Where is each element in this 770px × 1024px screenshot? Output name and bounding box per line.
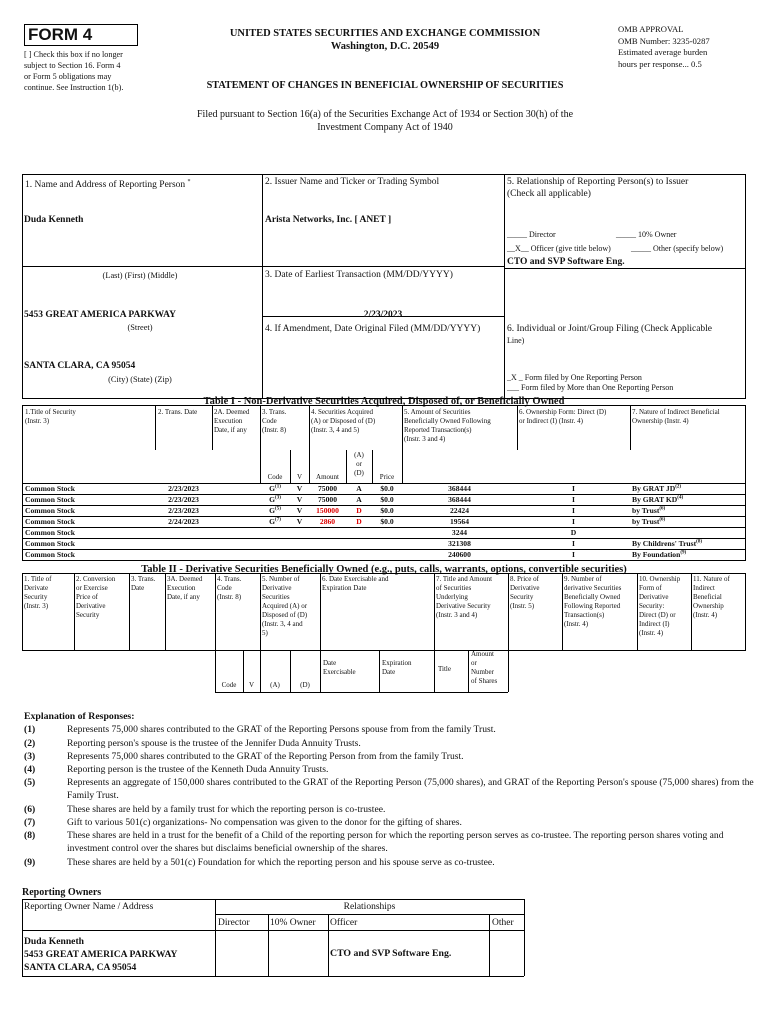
t1-col4-header: 4. Securities Acquired (A) or Disposed of (D) (Instr. 3, 4 and 5) (311, 408, 376, 434)
rule (630, 405, 631, 450)
footnote-ref: (7) (275, 517, 281, 523)
footnote-ref: (4) (677, 495, 684, 501)
other-option: _____ Other (specify below) (631, 244, 724, 253)
t1-sub-code: Code (267, 473, 283, 481)
t2-col6-header: 6. Date Exercisable and Expiration Date (322, 575, 389, 592)
rule (268, 914, 269, 976)
t1-cell-amount: 150000 (316, 506, 339, 515)
t1-cell-security: Common Stock (25, 528, 75, 537)
t1-cell-security: Common Stock (25, 495, 75, 504)
t2-col9-header: 9. Number of derivative Securities Beneficially Owned Following Reported Transaction(s) (Instr. 4) (564, 575, 622, 628)
t1-cell-nature: By Foundation$^{(9)}$ (632, 550, 687, 559)
footnote-ref: (9) (680, 550, 687, 556)
footnote-ref: (8) (696, 539, 702, 545)
t1-cell-v: V (296, 495, 303, 504)
rule (328, 914, 329, 976)
t1-cell-form: D (570, 528, 577, 537)
check-box-note: [ ] Check this box if no longer subject to Section 16. Form 4 or Form 5 obligations may continue. See Instruction 1(b). (24, 50, 124, 92)
rule (489, 914, 490, 976)
t1-cell-date: 2/23/2023 (168, 495, 199, 504)
rule (215, 914, 524, 915)
footnote-ref: (6) (659, 506, 666, 512)
footnote-ref: (1) (275, 484, 281, 490)
footnote-text: Represents 75,000 shares contributed to the GRAT of the Reporting Person from from the family Trust. (67, 751, 464, 762)
owners-col-name: Reporting Owner Name / Address (24, 902, 154, 912)
rule (215, 692, 508, 693)
t1-cell-a-or-d: D (356, 517, 362, 526)
rule (504, 174, 505, 398)
t1-col7-header: 7. Nature of Indirect Beneficial Ownership (Instr. 4) (632, 408, 720, 425)
t1-cell-security: Common Stock (25, 539, 75, 548)
footnote-text: These shares are held in a trust for the benefit of a Child of the reporting person for which the reporting person serves as co-trustee. The reporting person shares voting and investment control over the shares but disclaims beneficial ownership of the shares. (67, 830, 724, 854)
t1-cell-owned: 368444 (448, 495, 471, 504)
t1-col6-header: 6. Ownership Form: Direct (D) or Indirect (I) (Instr. 4) (519, 408, 607, 425)
rule (745, 174, 746, 398)
footnote-number: (3) (24, 751, 36, 762)
t2-sub-v: V (248, 681, 255, 689)
t1-cell-nature: by Trust$^{(6)}$ (632, 517, 666, 526)
footnote-number: (2) (24, 738, 36, 749)
footnote-ref: (2) (675, 484, 682, 490)
rule (129, 573, 130, 650)
filed-pursuant: Filed pursuant to Section 16(a) of the Securities Exchange Act of 1934 or Section 30(h) of the Investment Company Act of 1940 (196, 109, 574, 133)
name-parts-label: (Last) (First) (Middle) (102, 271, 178, 280)
table-row (0, 527, 770, 538)
footnote-number: (4) (24, 764, 36, 775)
footnote-number: (9) (24, 857, 36, 868)
footnote-number: (7) (24, 817, 36, 828)
rule (22, 266, 504, 267)
rule (22, 174, 23, 398)
t1-sub-a-or-d: (A) or (D) (354, 451, 364, 477)
t1-cell-v: V (296, 484, 303, 493)
t1-cell-code: $G^{(3)}$ (269, 495, 281, 504)
t1-cell-date: 2/23/2023 (168, 484, 199, 493)
t1-col2-header: 2. Trans. Date (158, 408, 198, 416)
table2-title: Table II - Derivative Securities Beneficially Owned (e.g., puts, calls, warrants, options, convertible securities) (141, 564, 627, 575)
rule (155, 405, 156, 450)
t1-cell-nature: by Trust$^{(6)}$ (632, 506, 666, 515)
footnote-ref: (3) (275, 495, 281, 501)
footnote-ref: (5) (275, 506, 281, 512)
footnote-text: Reporting person is the trustee of the Kenneth Duda Annuity Trusts. (67, 764, 329, 775)
t2-col3a-header: 3A. Deemed Execution Date, if any (167, 575, 203, 601)
statement-title: STATEMENT OF CHANGES IN BENEFICIAL OWNERSHIP OF SECURITIES (206, 80, 564, 91)
t1-cell-security: Common Stock (25, 506, 75, 515)
t1-cell-date: 2/24/2023 (168, 517, 199, 526)
rule (504, 268, 745, 269)
t2-col8-header: 8. Price of Derivative Security (Instr. 5) (510, 575, 540, 610)
rule (468, 650, 469, 692)
owners-heading: Reporting Owners (22, 887, 102, 898)
footnote-number: (5) (24, 777, 36, 788)
t2-col3-header: 3. Trans. Date (131, 575, 156, 592)
footnote-text: These shares are held by a 501(c) Foundation for which the reporting person and his spouse serve as co-trustee. (67, 857, 495, 868)
rule (508, 573, 509, 692)
t1-sub-amount: Amount (316, 473, 339, 481)
t2-col1-header: 1. Title of Derivate Security (Instr. 3) (24, 575, 52, 610)
footnote-text: Gift to various 501(c) organizations- No compensation was given to the donor for the gifting of shares. (67, 817, 462, 828)
owners-col-officer: Officer (330, 918, 358, 928)
t1-cell-nature: By GRAT KD$^{(4)}$ (632, 495, 684, 504)
rule (309, 405, 310, 483)
box4-label: 4. If Amendment, Date Original Filed (MM/DD/YYYY) (265, 324, 481, 334)
city-address: SANTA CLARA, CA 95054 (24, 361, 136, 371)
table-row (0, 516, 770, 527)
t1-cell-code: $G^{(5)}$ (269, 506, 281, 515)
rule (637, 573, 638, 650)
t2-sub-exercisable: Date Exercisable (323, 659, 356, 676)
t2-sub-amount: Amount or Number of Shares (471, 650, 498, 685)
explanation-heading: Explanation of Responses: (24, 711, 135, 722)
t1-cell-owned: 19564 (450, 517, 469, 526)
officer-option: __X__ Officer (give title below) (507, 244, 611, 253)
t1-cell-amount: 75000 (318, 495, 337, 504)
owner-name-address: Duda Kenneth 5453 GREAT AMERICA PARKWAY SANTA CLARA, CA 95054 (24, 936, 178, 973)
table-row (0, 483, 770, 494)
officer-title: CTO and SVP Software Eng. (507, 257, 625, 267)
box5-label: 5. Relationship of Reporting Person(s) to Issuer (Check all applicable) (507, 177, 689, 199)
t1-cell-security: Common Stock (25, 517, 75, 526)
footnote-text: Represents 75,000 shares contributed to the GRAT of the Reporting Persons spouse from from the family Trust. (67, 724, 496, 735)
box6-label: 6. Individual or Joint/Group Filing (Check Applicable Line) (507, 324, 713, 345)
rule (745, 573, 746, 650)
t1-cell-form: I (572, 539, 575, 548)
t1-cell-price: $0.0 (380, 517, 394, 526)
t2-sub-title: Title (438, 665, 451, 673)
table-row (0, 549, 770, 560)
filing-option-single: _X _ Form filed by One Reporting Person (507, 373, 642, 382)
form-title: FORM 4 (28, 25, 93, 44)
rule (212, 405, 213, 450)
t2-sub-d: (D) (300, 681, 310, 689)
t1-cell-nature: By GRAT JD$^{(2)}$ (632, 484, 682, 493)
commission-name: UNITED STATES SECURITIES AND EXCHANGE COMMISSION (229, 28, 541, 39)
box1-label: 1. Name and Address of Reporting Person * (25, 179, 191, 191)
street-label: (Street) (127, 323, 153, 332)
t1-cell-form: I (572, 506, 575, 515)
t1-cell-form: I (572, 484, 575, 493)
rule (22, 174, 746, 175)
t1-cell-security: Common Stock (25, 550, 75, 559)
rule (524, 899, 525, 976)
t2-col10-header: 10. Ownership Form of Derivative Security: Direct (D) or Indirect (I) (Instr. 4) (639, 575, 681, 637)
t1-cell-code: $G^{(7)}$ (269, 517, 281, 526)
rule (22, 573, 23, 650)
footnote-number: (8) (24, 830, 36, 841)
rule (262, 174, 263, 398)
box2-label: 2. Issuer Name and Ticker or Trading Symbol (265, 177, 440, 187)
t1-cell-form: I (572, 517, 575, 526)
omb-approval: OMB APPROVAL OMB Number: 3235-0287 Estimated average burden hours per response... 0.5 (618, 24, 710, 69)
t1-cell-price: $0.0 (380, 506, 394, 515)
t1-cell-owned: 22424 (450, 506, 469, 515)
director-option: _____ Director (507, 230, 556, 239)
t1-cell-amount: 2860 (319, 517, 336, 526)
t1-cell-price: $0.0 (380, 484, 394, 493)
ten-percent-option: _____ 10% Owner (616, 230, 677, 239)
t1-cell-a-or-d: A (356, 495, 362, 504)
t2-sub-code: Code (221, 681, 237, 689)
footnote-text: Represents an aggregate of 150,000 shares contributed to the GRAT of the Reporting Person (75,000 shares), and GRAT of the Reporting Person's spouse (75,000 shares) from the Family Trust. (67, 777, 754, 801)
footnote-number: (6) (24, 804, 36, 815)
table-row (0, 538, 770, 549)
footnote-text: These shares are held by a family trust for which the reporting person is co-trustee. (67, 804, 386, 815)
t1-sub-price: Price (379, 473, 395, 481)
rule (22, 560, 746, 561)
rule (165, 573, 166, 650)
t1-cell-a-or-d: A (356, 484, 362, 493)
rule (22, 405, 746, 406)
t1-cell-date: 2/23/2023 (168, 506, 199, 515)
commission-location: Washington, D.C. 20549 (330, 41, 440, 52)
rule (434, 573, 435, 692)
t2-col11-header: 11. Nature of Indirect Beneficial Ownership (Instr. 4) (693, 575, 730, 619)
footnote-text: Reporting person's spouse is the trustee of the Jennifer Duda Annuity Trusts. (67, 738, 361, 749)
t1-sub-v: V (296, 473, 303, 481)
rule (260, 573, 261, 692)
owners-col-other: Other (492, 918, 514, 928)
t2-sub-expiration: Expiration Date (382, 659, 412, 676)
rule (379, 650, 380, 692)
rule (402, 405, 403, 483)
t1-cell-security: Common Stock (25, 484, 75, 493)
owners-col-relationships: Relationships (343, 902, 396, 912)
rule (562, 573, 563, 650)
t1-cell-v: V (296, 517, 303, 526)
box3-label: 3. Date of Earliest Transaction (MM/DD/YYYY) (265, 270, 453, 280)
t1-cell-form: I (572, 550, 575, 559)
table-row (0, 505, 770, 516)
t2-col5-header: 5. Number of Derivative Securities Acquired (A) or Disposed of (D) (Instr. 3, 4 and 5) (262, 575, 308, 637)
rule (22, 930, 524, 931)
rule (691, 573, 692, 650)
t1-col3-header: 3. Trans. Code (Instr. 8) (262, 408, 287, 434)
t1-cell-a-or-d: D (356, 506, 362, 515)
rule (260, 405, 261, 483)
t1-cell-nature: By Childrens' Trust$^{(8)}$ (632, 539, 702, 548)
footnote-number: (1) (24, 724, 36, 735)
owners-col-10-owner: 10% Owner (270, 918, 316, 928)
street-address: 5453 GREAT AMERICA PARKWAY (24, 310, 176, 320)
t2-col7-header: 7. Title and Amount of Securities Underlying Derivative Security (Instr. 3 and 4) (436, 575, 493, 619)
rule (320, 573, 321, 692)
rule (22, 976, 524, 977)
t2-col2-header: 2. Conversion or Exercise Price of Derivative Security (76, 575, 116, 619)
t2-sub-a: (A) (270, 681, 280, 689)
issuer-name: Arista Networks, Inc. [ ANET ] (265, 215, 392, 225)
t1-cell-amount: 75000 (318, 484, 337, 493)
owner-officer-title: CTO and SVP Software Eng. (330, 948, 452, 959)
city-label: (City) (State) (Zip) (108, 375, 172, 384)
filing-option-multiple: ___ Form filed by More than One Reporting Person (507, 383, 674, 392)
t1-cell-v: V (296, 506, 303, 515)
t1-cell-code: $G^{(1)}$ (269, 484, 281, 493)
owners-col-director: Director (218, 918, 250, 928)
t1-col5-header: 5. Amount of Securities Beneficially Owned Following Reported Transaction(s) (Instr. 3 and 4) (404, 408, 491, 443)
table-row (0, 494, 770, 505)
t1-cell-price: $0.0 (380, 495, 394, 504)
reporting-person-name: Duda Kenneth (24, 215, 84, 225)
t1-col1-header: 1.Title of Security (Instr. 3) (25, 408, 76, 425)
table1-title: Table I - Non-Derivative Securities Acquired, Disposed of, or Beneficially Owned (203, 396, 565, 407)
t1-cell-owned: 321308 (448, 539, 471, 548)
t2-col4-header: 4. Trans. Code (Instr. 8) (217, 575, 242, 601)
t1-cell-owned: 3244 (451, 528, 468, 537)
t1-cell-owned: 240600 (448, 550, 471, 559)
rule (22, 650, 746, 651)
rule (215, 573, 216, 692)
t1-cell-form: I (572, 495, 575, 504)
rule (22, 899, 23, 976)
rule (517, 405, 518, 450)
rule (74, 573, 75, 650)
rule (22, 899, 524, 900)
footnote-ref: (6) (659, 517, 666, 523)
t1-cell-owned: 368444 (448, 484, 471, 493)
earliest-transaction-date: 2/23/2023 (363, 310, 403, 320)
t1-col2a-header: 2A. Deemed Execution Date, if any (214, 408, 250, 434)
